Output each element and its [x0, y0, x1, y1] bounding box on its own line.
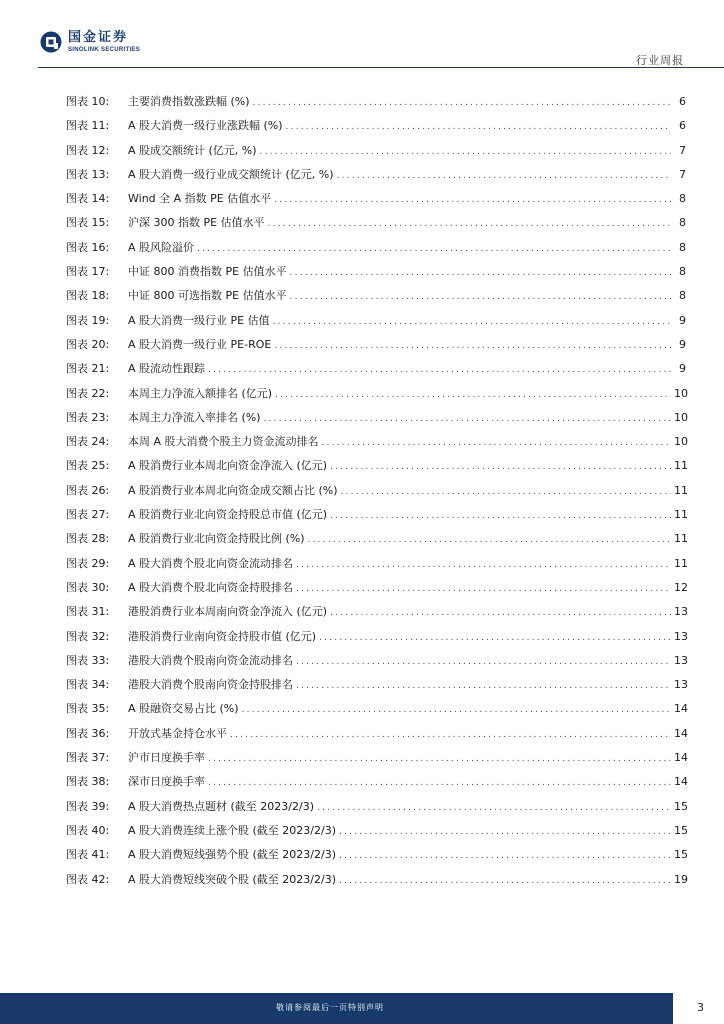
toc-dot-leader — [286, 115, 671, 139]
toc-entry-label: 图表 40: — [66, 823, 110, 837]
toc-dot-leader — [322, 431, 671, 455]
toc-entry-label: 图表 26: — [66, 483, 110, 497]
toc-entry-label: 图表 42: — [66, 872, 110, 886]
toc-dot-leader — [290, 261, 671, 285]
toc-entry[interactable] — [66, 697, 686, 721]
toc-entry[interactable] — [66, 649, 686, 673]
toc-entry-title: 开放式基金持仓水平 — [128, 726, 227, 740]
toc-entry-page: 6 — [679, 95, 686, 108]
toc-entry-label: 图表 16: — [66, 240, 110, 254]
toc-entry-title: A 股大消费一级行业涨跌幅 (%) — [128, 119, 283, 133]
toc-entry-page: 8 — [679, 216, 686, 230]
toc-entry-label: 图表 17: — [66, 265, 110, 279]
toc-entry-page: 9 — [679, 313, 686, 327]
toc-entry-page: 13 — [674, 653, 688, 667]
toc-entry-title: 主要消费指数涨跌幅 (%) — [128, 95, 250, 108]
toc-entry-title: 港股消费行业本周南向资金净流入 (亿元) — [128, 605, 328, 619]
toc-entry-label: 图表 22: — [66, 386, 110, 400]
toc-entry[interactable] — [66, 211, 686, 235]
toc-entry-label: 图表 10: — [66, 95, 110, 108]
toc-dot-leader — [339, 869, 671, 893]
toc-entry[interactable] — [66, 722, 686, 746]
toc-entry[interactable] — [66, 600, 686, 624]
toc-dot-leader — [339, 820, 671, 844]
logo-name-cn: 国金证券 — [68, 30, 129, 45]
toc-entry-page: 15 — [674, 848, 688, 862]
toc-entry[interactable] — [66, 479, 686, 503]
toc-entry-page: 9 — [679, 337, 686, 351]
chart-index-list — [66, 90, 686, 892]
toc-entry[interactable] — [66, 552, 686, 576]
toc-entry-page: 10 — [674, 410, 688, 424]
toc-entry-title: A 股流动性跟踪 — [128, 362, 206, 376]
toc-entry[interactable] — [66, 90, 686, 114]
toc-entry-label: 图表 24: — [66, 435, 110, 449]
toc-dot-leader — [296, 553, 671, 577]
toc-entry-label: 图表 31: — [66, 605, 110, 619]
toc-entry-page: 11 — [674, 459, 688, 473]
toc-entry-title: A 股大消费一级行业成交额统计 (亿元, %) — [128, 167, 334, 181]
toc-entry-title: 本周主力净流入额排名 (亿元) — [128, 386, 273, 400]
toc-entry[interactable] — [66, 406, 686, 430]
toc-entry-label: 图表 12: — [66, 143, 110, 157]
toc-entry-label: 图表 13: — [66, 167, 110, 181]
toc-entry[interactable] — [66, 163, 686, 187]
toc-entry-label: 图表 33: — [66, 653, 110, 667]
toc-entry-page: 12 — [674, 580, 688, 594]
toc-entry-label: 图表 14: — [66, 192, 110, 206]
toc-entry-page: 13 — [674, 678, 688, 692]
toc-entry-page: 14 — [674, 751, 688, 765]
toc-dot-leader — [260, 140, 671, 164]
toc-entry-page: 15 — [674, 823, 688, 837]
toc-entry-label: 图表 41: — [66, 848, 110, 862]
toc-entry-label: 图表 37: — [66, 751, 110, 765]
toc-entry-label: 图表 35: — [66, 702, 110, 716]
toc-entry-label: 图表 34: — [66, 678, 110, 692]
toc-entry[interactable] — [66, 625, 686, 649]
toc-entry-page: 6 — [679, 119, 686, 133]
toc-dot-leader — [208, 747, 671, 771]
toc-entry[interactable] — [66, 673, 686, 697]
toc-dot-leader — [296, 650, 671, 674]
toc-entry-page: 7 — [679, 143, 686, 157]
toc-dot-leader — [330, 504, 671, 528]
toc-entry-label: 图表 38: — [66, 775, 110, 789]
toc-entry-title: A 股消费行业北向资金持股总市值 (亿元) — [128, 508, 328, 522]
toc-entry-label: 图表 25: — [66, 459, 110, 473]
toc-entry-page: 7 — [679, 167, 686, 181]
toc-entry-label: 图表 39: — [66, 799, 110, 813]
toc-entry-title: A 股大消费短线突破个股 (截至 2023/2/3) — [128, 872, 337, 886]
toc-entry-title: 中证 800 消费指数 PE 估值水平 — [128, 265, 287, 279]
toc-entry[interactable] — [66, 819, 686, 843]
company-logo — [40, 30, 140, 54]
toc-entry[interactable] — [66, 527, 686, 551]
toc-entry-title: 本周 A 股大消费个股主力资金流动排名 — [128, 435, 319, 449]
toc-entry[interactable] — [66, 260, 686, 284]
toc-entry-label: 图表 18: — [66, 289, 110, 303]
toc-dot-leader — [264, 407, 671, 431]
toc-dot-leader — [337, 164, 671, 188]
toc-entry-page: 11 — [674, 508, 688, 522]
toc-entry-page: 10 — [674, 435, 688, 449]
report-type-label: 行业周报 — [636, 54, 684, 67]
toc-entry-label: 图表 21: — [66, 362, 110, 376]
toc-entry[interactable] — [66, 187, 686, 211]
toc-entry-label: 图表 19: — [66, 313, 110, 327]
toc-entry-label: 图表 32: — [66, 629, 110, 643]
toc-entry[interactable] — [66, 139, 686, 163]
toc-entry[interactable] — [66, 503, 686, 527]
toc-entry-page: 11 — [674, 483, 688, 497]
toc-entry[interactable] — [66, 576, 686, 600]
toc-entry-title: A 股大消费一级行业 PE-ROE — [128, 337, 272, 351]
toc-entry[interactable] — [66, 746, 686, 770]
toc-entry-page: 10 — [674, 386, 688, 400]
toc-dot-leader — [230, 723, 671, 747]
toc-entry-page: 13 — [674, 605, 688, 619]
toc-entry-title: 沪市日度换手率 — [128, 751, 205, 765]
page-header — [0, 0, 724, 70]
toc-dot-leader — [274, 188, 671, 212]
toc-entry-title: A 股风险溢价 — [128, 240, 195, 254]
toc-entry-page: 14 — [674, 702, 688, 716]
sinolink-logo-icon — [40, 31, 62, 53]
toc-entry-title: 港股大消费个股南向资金流动排名 — [128, 653, 293, 667]
page-number: 3 — [697, 1001, 704, 1014]
toc-entry-label: 图表 11: — [66, 119, 110, 133]
toc-entry-page: 8 — [679, 192, 686, 206]
toc-entry-title: Wind 全 A 指数 PE 估值水平 — [128, 192, 272, 206]
toc-entry-label: 图表 29: — [66, 556, 110, 570]
toc-dot-leader — [274, 334, 671, 358]
toc-entry-title: 本周主力净流入率排名 (%) — [128, 410, 261, 424]
toc-entry-title: A 股消费行业本周北向资金净流入 (亿元) — [128, 459, 328, 473]
toc-entry-label: 图表 15: — [66, 216, 110, 230]
toc-entry-title: 沪深 300 指数 PE 估值水平 — [128, 216, 265, 230]
toc-dot-leader — [330, 455, 671, 479]
toc-dot-leader — [317, 796, 671, 820]
toc-dot-leader — [273, 310, 671, 334]
toc-entry-title: A 股消费行业本周北向资金成交额占比 (%) — [128, 483, 338, 497]
toc-entry-title: A 股大消费一级行业 PE 估值 — [128, 313, 270, 327]
toc-entry-page: 8 — [679, 265, 686, 279]
toc-entry-page: 13 — [674, 629, 688, 643]
logo-name-en: SINOLINK SECURITIES — [68, 47, 141, 53]
toc-entry[interactable] — [66, 309, 686, 333]
toc-dot-leader — [208, 771, 671, 795]
toc-dot-leader — [308, 528, 671, 552]
toc-dot-leader — [339, 844, 671, 868]
toc-entry-title: A 股大消费个股北向资金流动排名 — [128, 556, 294, 570]
toc-dot-leader — [341, 480, 671, 504]
toc-entry-page: 14 — [674, 726, 688, 740]
toc-entry[interactable] — [66, 843, 686, 867]
toc-dot-leader — [290, 285, 671, 309]
toc-entry-label: 图表 30: — [66, 580, 110, 594]
toc-entry[interactable] — [66, 454, 686, 478]
toc-entry-label: 图表 28: — [66, 532, 110, 546]
toc-dot-leader — [268, 212, 671, 236]
toc-entry[interactable] — [66, 770, 686, 794]
toc-entry-title: A 股大消费个股北向资金持股排名 — [128, 580, 294, 594]
toc-entry-page: 8 — [679, 289, 686, 303]
toc-entry[interactable] — [66, 284, 686, 308]
toc-entry[interactable] — [66, 382, 686, 406]
toc-entry-title: A 股大消费热点题材 (截至 2023/2/3) — [128, 799, 315, 813]
toc-entry-page: 9 — [679, 362, 686, 376]
toc-dot-leader — [208, 358, 671, 382]
toc-entry-title: A 股大消费短线强势个股 (截至 2023/2/3) — [128, 848, 337, 862]
toc-dot-leader — [253, 91, 671, 115]
header-divider — [38, 67, 724, 68]
toc-entry[interactable] — [66, 795, 686, 819]
toc-entry[interactable] — [66, 868, 686, 892]
toc-entry-title: A 股融资交易占比 (%) — [128, 702, 239, 716]
toc-entry[interactable] — [66, 114, 686, 138]
toc-dot-leader — [296, 577, 671, 601]
toc-dot-leader — [197, 237, 671, 261]
toc-entry-page: 11 — [674, 532, 688, 546]
toc-dot-leader — [296, 674, 671, 698]
toc-entry-label: 图表 23: — [66, 410, 110, 424]
toc-entry-title: 中证 800 可选指数 PE 估值水平 — [128, 289, 287, 303]
toc-entry-page: 11 — [674, 556, 688, 570]
toc-entry-title: A 股成交额统计 (亿元, %) — [128, 143, 257, 157]
toc-dot-leader — [242, 698, 671, 722]
toc-dot-leader — [275, 383, 671, 407]
toc-entry-title: 港股消费行业南向资金持股市值 (亿元) — [128, 629, 317, 643]
toc-entry-title: A 股大消费连续上涨个股 (截至 2023/2/3) — [128, 823, 337, 837]
toc-entry[interactable] — [66, 430, 686, 454]
toc-entry-label: 图表 20: — [66, 337, 110, 351]
toc-entry[interactable] — [66, 357, 686, 381]
toc-entry-label: 图表 36: — [66, 726, 110, 740]
toc-entry-page: 15 — [674, 799, 688, 813]
toc-entry-title: A 股消费行业北向资金持股比例 (%) — [128, 532, 305, 546]
toc-dot-leader — [319, 626, 671, 650]
toc-entry-title: 港股大消费个股南向资金持股排名 — [128, 678, 293, 692]
toc-entry-page: 19 — [674, 872, 688, 886]
toc-dot-leader — [330, 601, 671, 625]
toc-entry-label: 图表 27: — [66, 508, 110, 522]
toc-entry[interactable] — [66, 236, 686, 260]
toc-entry-title: 深市日度换手率 — [128, 775, 205, 789]
toc-entry-page: 14 — [674, 775, 688, 789]
footer-disclaimer: 敬请参阅最后一页特别声明 — [276, 1003, 384, 1012]
toc-entry[interactable] — [66, 333, 686, 357]
toc-entry-page: 8 — [679, 240, 686, 254]
